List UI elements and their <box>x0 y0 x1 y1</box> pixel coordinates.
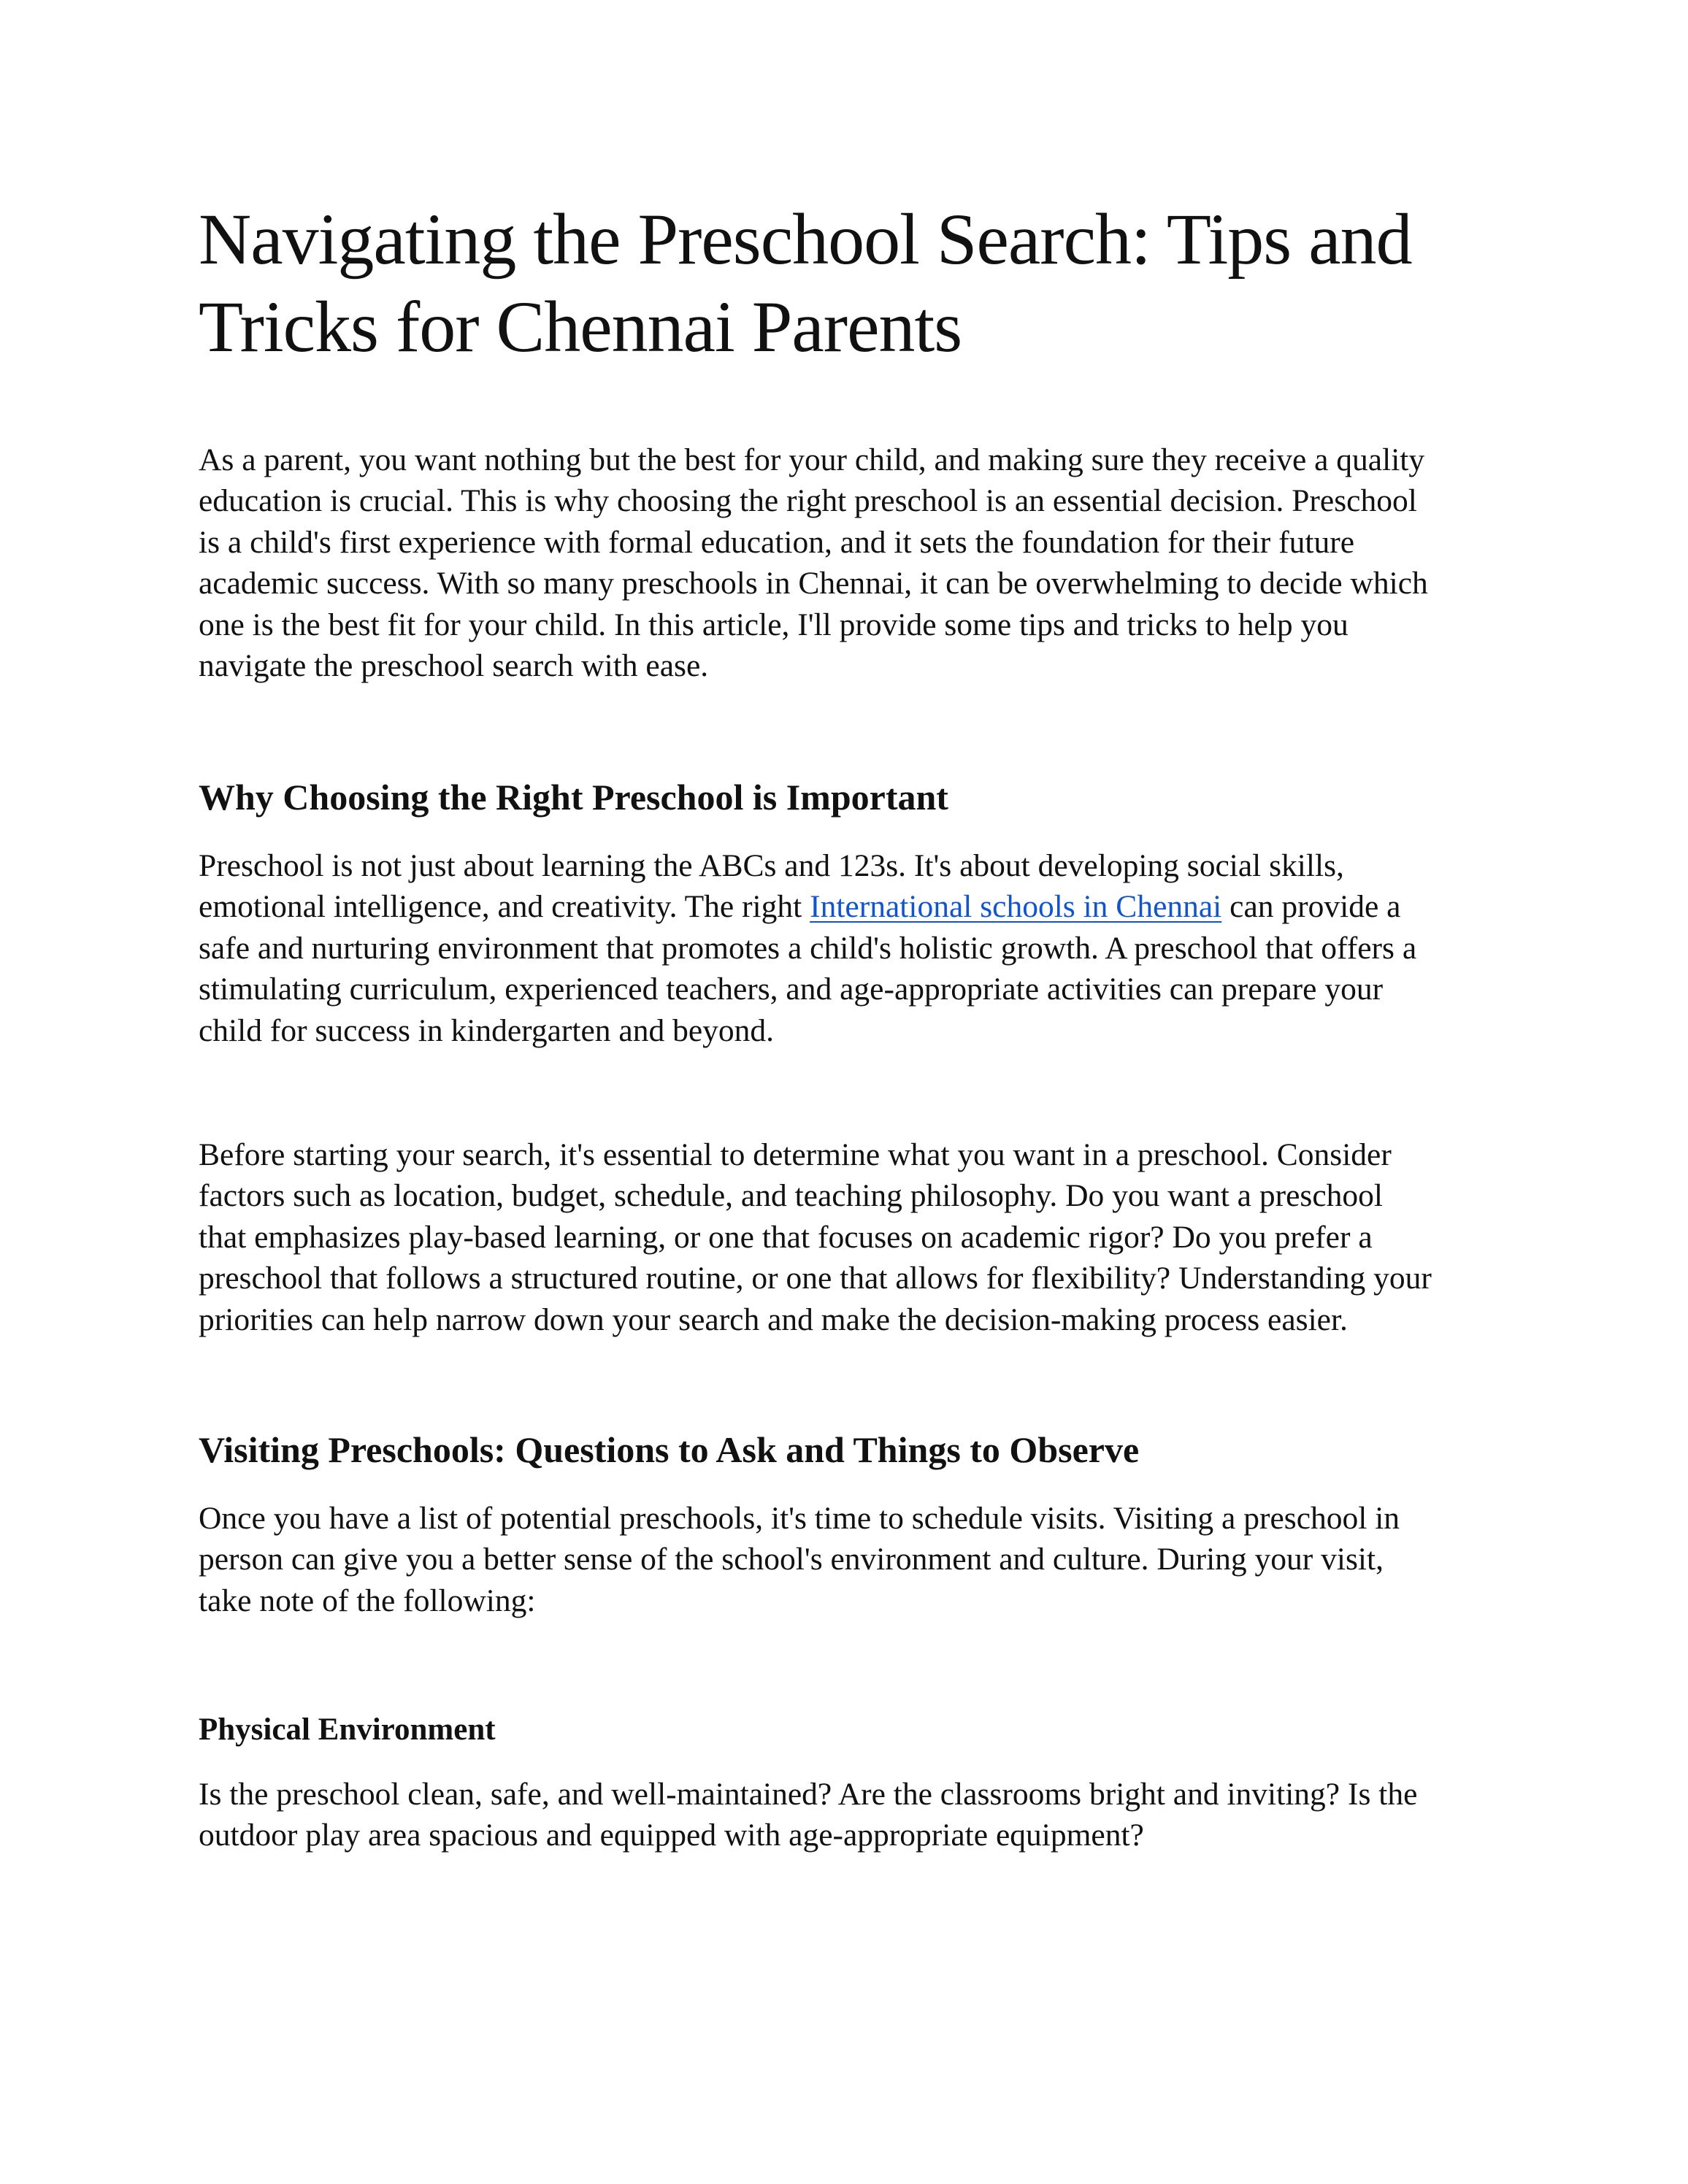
paragraph-line: Once you have a list of potential preschools, it's time to schedule visits. Visiting a preschool in <box>199 1501 1400 1536</box>
paragraph-line: child for success in kindergarten and beyond. <box>199 1012 775 1048</box>
intro-line: academic success. With so many preschools in Chennai, it can be overwhelming to decide which <box>199 566 1428 601</box>
intro-paragraph <box>199 439 1498 686</box>
paragraph-line: Is the preschool clean, safe, and well-maintained? Are the classrooms bright and inviting? Is the <box>199 1777 1418 1812</box>
paragraph-line: Before starting your search, it's essential to determine what you want in a preschool. Consider <box>199 1137 1392 1172</box>
paragraph-line: outdoor play area spacious and equipped with age-appropriate equipment? <box>199 1818 1144 1853</box>
paragraph-line: factors such as location, budget, schedule, and teaching philosophy. Do you want a preschool <box>199 1178 1383 1214</box>
paragraph-line: take note of the following: <box>199 1583 536 1618</box>
visiting-paragraph <box>199 1498 1498 1621</box>
paragraph-line: Preschool is not just about learning the ABCs and 123s. It's about developing social skills, <box>199 848 1344 883</box>
paragraph-line: safe and nurturing environment that promotes a child's holistic growth. A preschool that offers a <box>199 930 1417 966</box>
international-schools-link[interactable]: International schools in Chennai <box>810 889 1222 925</box>
why-preschool-paragraph <box>199 845 1498 1051</box>
section-heading-visiting-preschools: Visiting Preschools: Questions to Ask and Things to Observe <box>199 1429 1140 1470</box>
intro-line: education is crucial. This is why choosing the right preschool is an essential decision. Preschool <box>199 483 1417 519</box>
physical-environment-paragraph <box>199 1774 1498 1856</box>
paragraph-line: priorities can help narrow down your search and make the decision-making process easier. <box>199 1301 1348 1337</box>
intro-line: navigate the preschool search with ease. <box>199 648 709 684</box>
article-title <box>199 196 1498 371</box>
intro-line: As a parent, you want nothing but the best for your child, and making sure they receive a quality <box>199 442 1425 477</box>
priorities-paragraph <box>199 1134 1498 1340</box>
subheading-physical-environment: Physical Environment <box>199 1712 496 1747</box>
paragraph-line: that emphasizes play-based learning, or one that focuses on academic rigor? Do you prefer a <box>199 1219 1373 1255</box>
title-line-1: Navigating the Preschool Search: Tips and <box>199 199 1412 280</box>
title-line-2: Tricks for Chennai Parents <box>199 286 962 367</box>
intro-line: one is the best fit for your child. In this article, I'll provide some tips and tricks to help you <box>199 607 1349 642</box>
section-heading-why-preschool: Why Choosing the Right Preschool is Important <box>199 777 948 818</box>
paragraph-line: person can give you a better sense of the school's environment and culture. During your visit, <box>199 1542 1384 1577</box>
intro-line: is a child's first experience with formal education, and it sets the foundation for their future <box>199 524 1355 560</box>
text-before-link: emotional intelligence, and creativity. The right <box>199 889 810 925</box>
paragraph-line <box>199 886 1498 927</box>
paragraph-line: stimulating curriculum, experienced teachers, and age-appropriate activities can prepare your <box>199 972 1384 1007</box>
text-after-link: can provide a <box>1221 889 1401 925</box>
paragraph-line: preschool that follows a structured routine, or one that allows for flexibility? Understanding your <box>199 1261 1432 1296</box>
